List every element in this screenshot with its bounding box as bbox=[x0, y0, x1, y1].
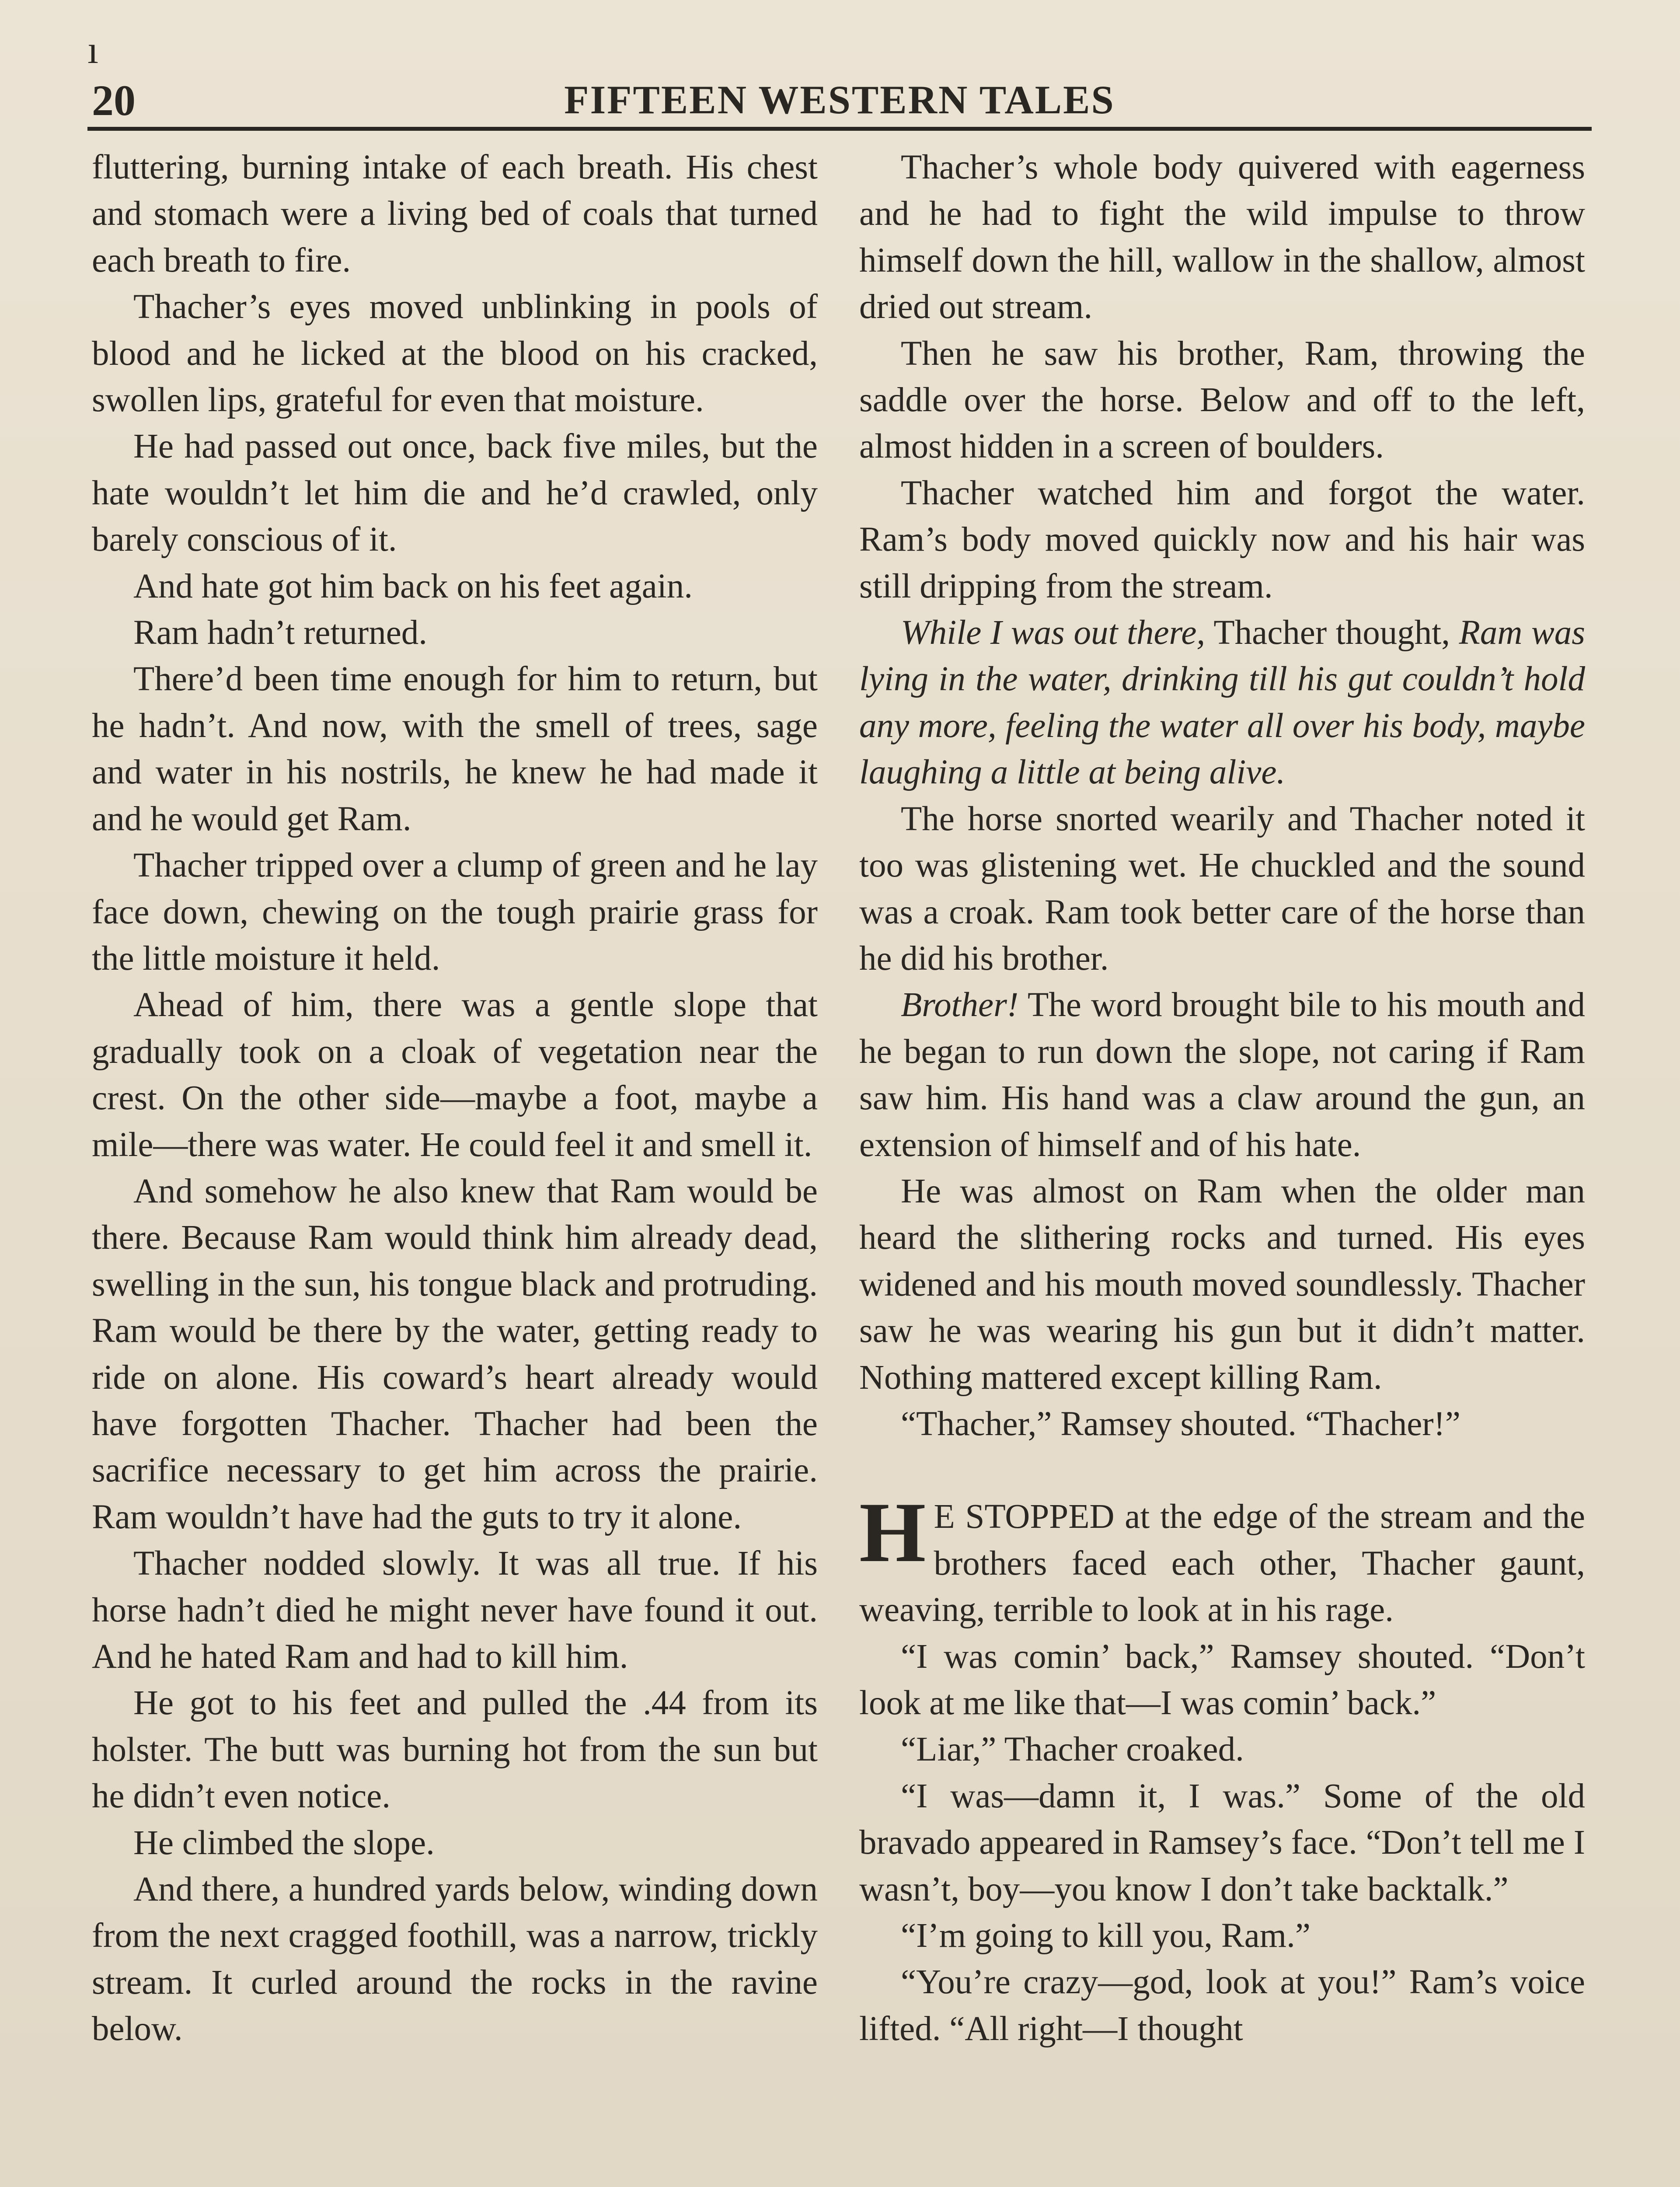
paragraph: “You’re crazy—god, look at you!” Ram’s voice lifted. “All right—I thought bbox=[859, 1963, 1585, 2048]
italic-thought: Ram was lying in the water, drinking till his gut couldn’t hold any more, feeling the water all over his body, maybe laughing a little at being alive. bbox=[859, 614, 1585, 792]
paragraph: Ahead of him, there was a gentle slope that gradually took on a cloak of vegetation near the crest. On the other side—maybe a foot, maybe a mile—there was water. He could feel it and smell it. bbox=[92, 986, 818, 1164]
section-opening-paragraph bbox=[859, 1485, 1585, 1633]
paragraph-text: at the edge of the stream and the brothers faced each other, Thacher gaunt, weaving, terrible to look at in his rage. bbox=[859, 1498, 1585, 1629]
paragraph: “Liar,” Thacher croaked. bbox=[901, 1730, 1244, 1769]
paragraph: Thacher nodded slowly. It was all true. If his horse hadn’t died he might never have found it out. And he hated Ram and had to kill him. bbox=[92, 1544, 818, 1676]
paragraph: “I’m going to kill you, Ram.” bbox=[901, 1917, 1311, 1955]
paragraph: Thacher watched him and forgot the water. Ram’s body moved quickly now and his hair was still dripping from the stream. bbox=[859, 474, 1585, 605]
right-column bbox=[859, 144, 1585, 2052]
paragraph bbox=[859, 982, 1585, 1168]
paragraph: And there, a hundred yards below, winding down from the next cragged foothill, was a narrow, trickly stream. It curled around the rocks in the ravine below. bbox=[92, 1870, 818, 2048]
paragraph: “I was comin’ back,” Ramsey shouted. “Don’t look at me like that—I was comin’ back.” bbox=[859, 1637, 1585, 1722]
drop-cap: H bbox=[859, 1485, 926, 1580]
paragraph: Thacher’s whole body quivered with eagerness and he had to fight the wild impulse to throw himself down the hill, wallow in the shallow, almost dried out stream. bbox=[859, 148, 1585, 326]
paragraph: And somehow he also knew that Ram would be there. Because Ram would think him already dead, swelling in the sun, his tongue black and protruding. Ram would be there by the water, getting ready to ride on alone. His coward’s heart already would have forgotten Thacher. Thacher had been the sacrifice necessary to get him across the prairie. Ram wouldn’t have had the guts to try it alone. bbox=[92, 1172, 818, 1536]
paragraph: He was almost on Ram when the older man heard the slithering rocks and turned. His eyes widened and his mouth moved soundlessly. Thacher saw he was wearing his gun but it didn’t matter. Nothing mattered except killing Ram. bbox=[859, 1172, 1585, 1397]
paragraph: “I was—damn it, I was.” Some of the old bravado appeared in Ramsey’s face. “Don’t tell me I wasn’t, boy—you know I don’t take backtalk.” bbox=[859, 1777, 1585, 1908]
paragraph: Thacher tripped over a clump of green and he lay face down, chewing on the tough prairie grass for the little moisture it held. bbox=[92, 846, 818, 978]
paragraph bbox=[859, 610, 1585, 796]
left-column bbox=[92, 144, 818, 2053]
paragraph-text: The word brought bile to his mouth and he began to run down the slope, not caring if Ram saw him. His hand was a claw around the gun, an extension of himself and of his hate. bbox=[859, 986, 1585, 1164]
paragraph: And hate got him back on his feet again. bbox=[133, 567, 693, 605]
page-number: 20 bbox=[92, 76, 136, 125]
paragraph: “Thacher,” Ramsey shouted. “Thacher!” bbox=[901, 1404, 1460, 1443]
paragraph: Thacher’s eyes moved unblinking in pools of blood and he licked at the blood on his cracked, swollen lips, grateful for even that moisture. bbox=[92, 288, 818, 419]
page-header bbox=[87, 74, 1592, 131]
paragraph: The horse snorted wearily and Thacher noted it too was glistening wet. He chuckled and the sound was a croak. Ram took better care of the horse than he did his brother. bbox=[859, 800, 1585, 978]
paragraph: He climbed the slope. bbox=[133, 1824, 435, 1862]
paragraph: Ram hadn’t returned. bbox=[133, 614, 428, 652]
corner-mark: ı bbox=[87, 28, 99, 72]
italic-thought: While I was out there, bbox=[901, 614, 1206, 652]
small-caps-lead: E STOPPED bbox=[934, 1498, 1115, 1536]
paragraph: fluttering, burning intake of each breath. His chest and stomach were a living bed of coals that turned each breath to fire. bbox=[92, 148, 818, 279]
header-rule bbox=[87, 127, 1592, 131]
paragraph: Then he saw his brother, Ram, throwing the saddle over the horse. Below and off to the left, almost hidden in a screen of boulders. bbox=[859, 334, 1585, 466]
paragraph-text: Thacher thought, bbox=[1205, 614, 1459, 652]
running-head: FIFTEEN WESTERN TALES bbox=[564, 77, 1115, 122]
italic-word: Brother! bbox=[901, 986, 1019, 1024]
paragraph: There’d been time enough for him to return, but he hadn’t. And now, with the smell of trees, sage and water in his nostrils, he knew he had made it and he would get Ram. bbox=[92, 660, 818, 838]
paragraph: He had passed out once, back five miles, but the hate wouldn’t let him die and he’d crawled, only barely conscious of it. bbox=[92, 427, 818, 559]
paragraph: He got to his feet and pulled the .44 from its holster. The butt was burning hot from the sun but he didn’t even notice. bbox=[92, 1684, 818, 1816]
